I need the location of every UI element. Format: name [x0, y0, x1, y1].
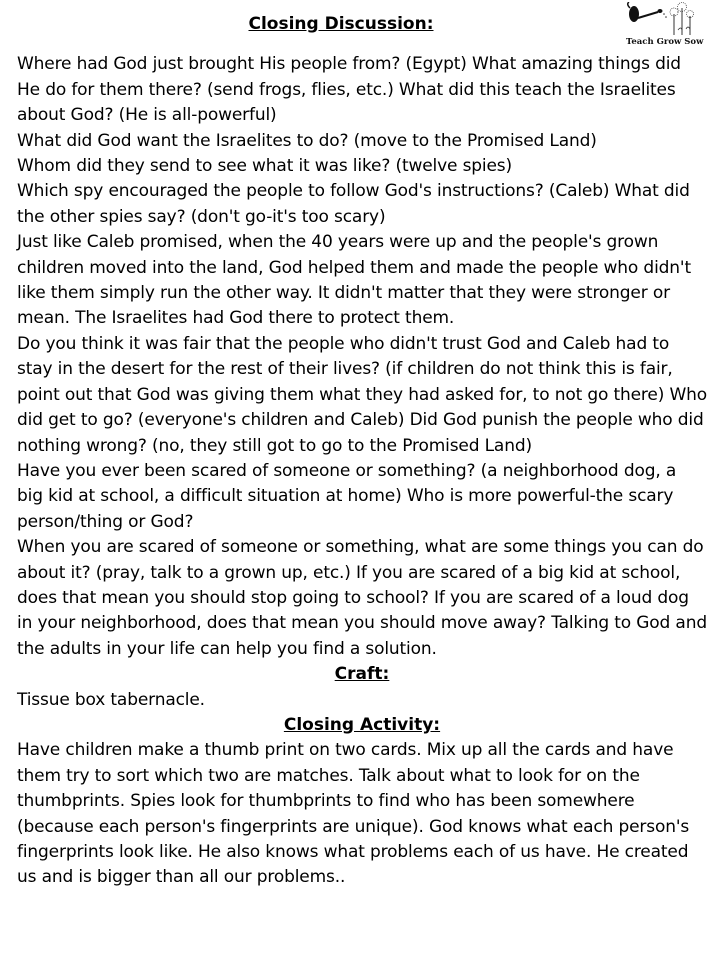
craft-heading: Craft: [334, 664, 390, 685]
document-page [17, 12, 707, 891]
closing-activity-heading: Closing Activity: [283, 714, 441, 735]
logo-text: Teach Grow Sow [626, 37, 704, 47]
closing-discussion-heading: Closing Discussion: [248, 14, 434, 34]
discussion-paragraph-6: Do you think it was fair that the people who didn't trust God and Caleb had to stay in the desert for the rest of their lives? (if children do not think this is fair, point out that God was giving them what they had asked for, to not go there) Who did get to go? (everyone's children and Caleb) Did God punish the people who did nothing wrong? (no, they still got to go to the Promised Land) [17, 333, 707, 456]
discussion-paragraph-2: What did God want the Israelites to do? (move to the Promised Land) [17, 130, 597, 151]
craft-text: Tissue box tabernacle. [17, 689, 205, 710]
discussion-paragraph-3: Whom did they send to see what it was like? (twelve spies) [17, 156, 512, 177]
closing-activity-text: Have children make a thumb print on two cards. Mix up all the cards and have them try to sort which two are matches. Talk about what to look for on the thumbprints. Spies look for thumbprints to find who has been somewhere (because each person's fingerprints are unique). God knows what each person's fingerprints look like. He also knows what problems each of us have. He created us and is bigger than all our problems.. [17, 740, 690, 888]
discussion-paragraph-1: Where had God just brought His people from? (Egypt) What amazing things did He do for them there? (send frogs, flies, etc.) What did this teach the Israelites about God? (He is all-powerful) [17, 54, 681, 126]
discussion-paragraph-8: When you are scared of someone or something, what are some things you can do about it? (pray, talk to a grown up, etc.) If you are scared of a big kid at school, does that mean you should stop going to school? If you are scared of a loud dog in your neighborhood, does that mean you should move away? Talking to God and the adults in your life can help you find a solution. [17, 537, 707, 659]
discussion-paragraph-4: Which spy encouraged the people to follow God's instructions? (Caleb) What did the other spies say? (don't go-it's too scary) [17, 181, 690, 227]
discussion-paragraph-5: Just like Caleb promised, when the 40 years were up and the people's grown children moved into the land, God helped them and made the people who didn't like them simply run the other way. It didn't matter that they were stronger or mean. The Israelites had God there to protect them. [17, 232, 691, 329]
discussion-paragraph-7: Have you ever been scared of someone or something? (a neighborhood dog, a big kid at school, a difficult situation at home) Who is more powerful-the scary person/thing or God? [17, 460, 677, 532]
